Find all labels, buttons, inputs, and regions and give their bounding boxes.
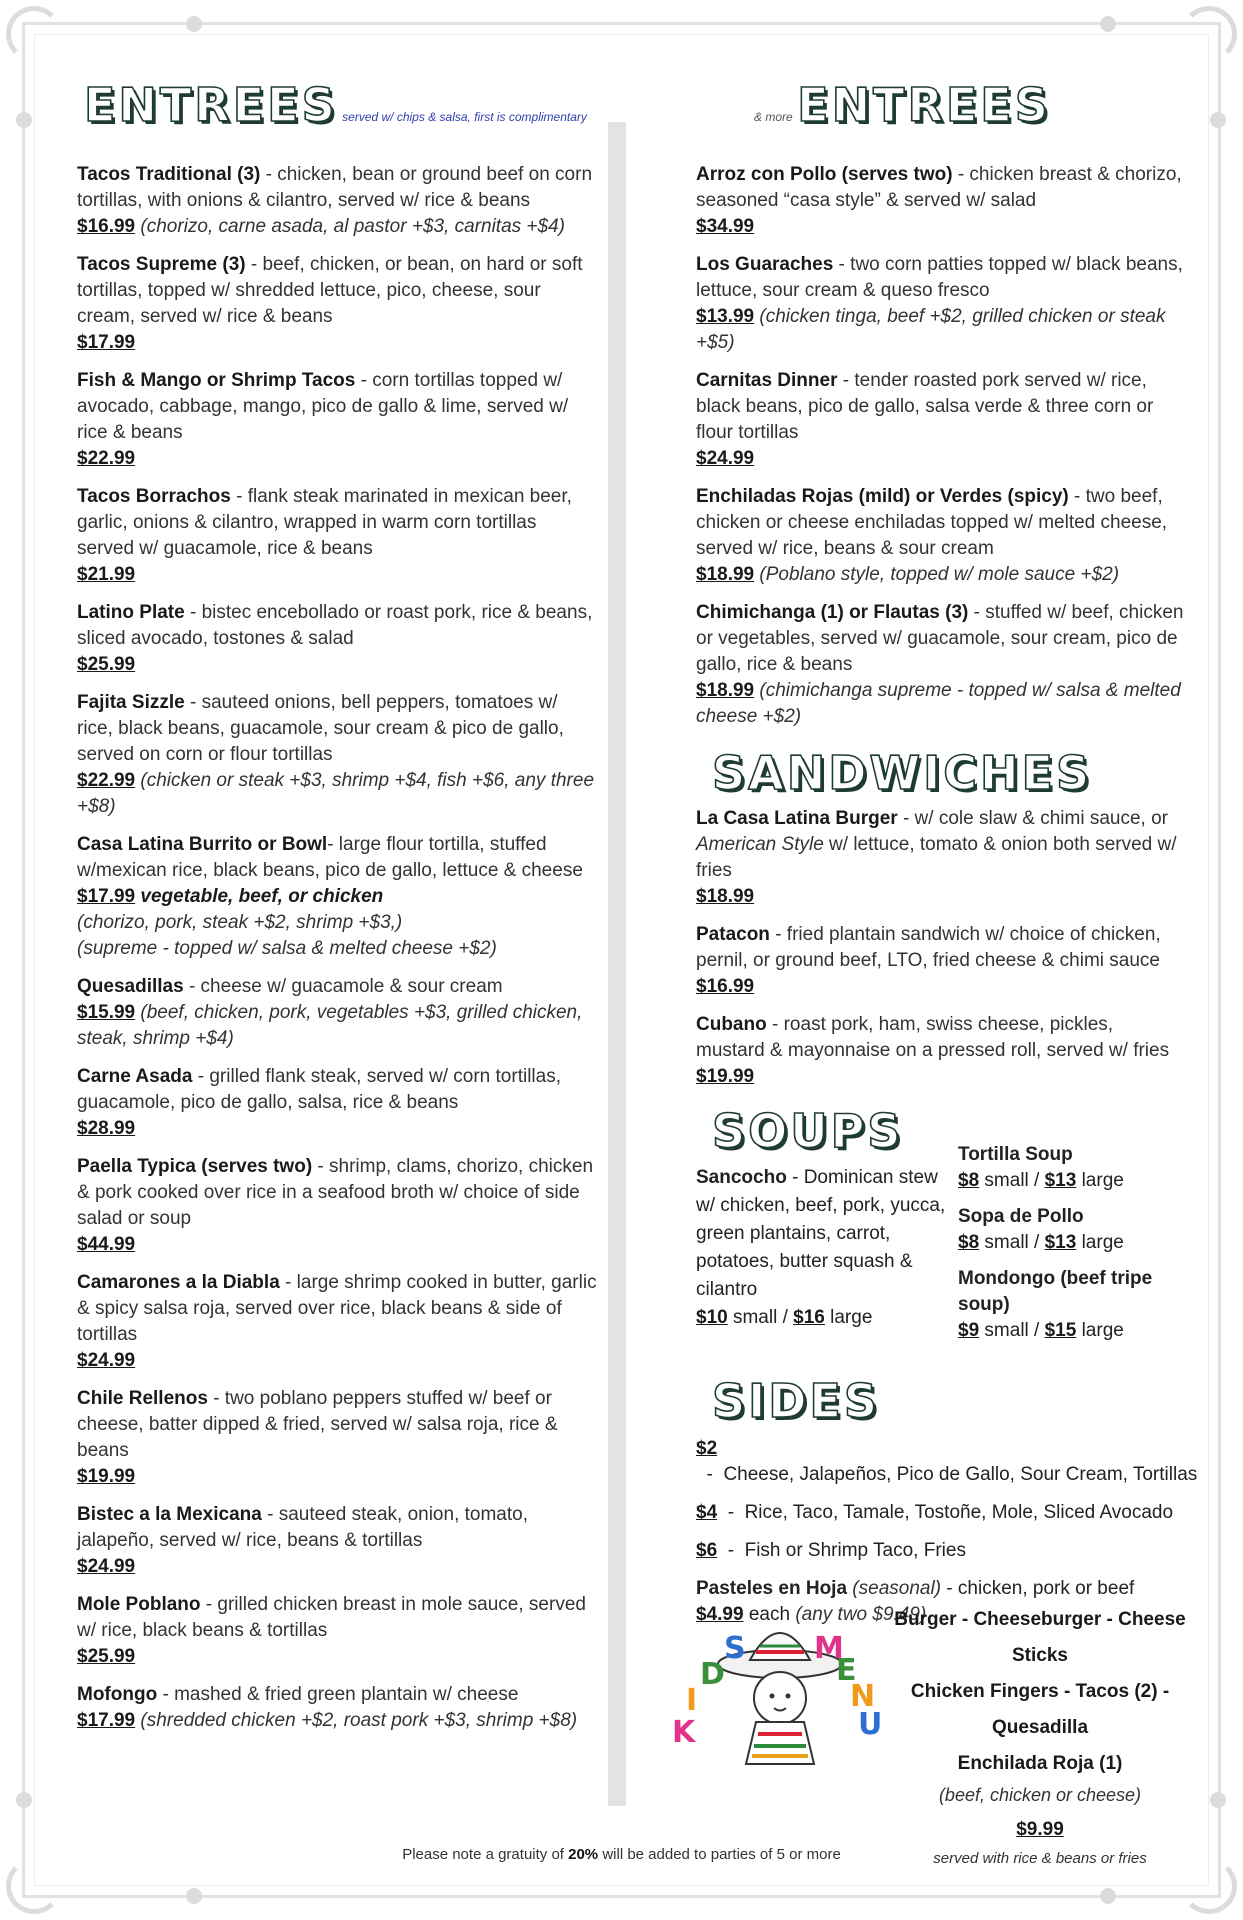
entrees-note: served w/ chips & salsa, first is complimentary [342,110,587,124]
more-prefix: & more [754,110,793,124]
soup-name: Tortilla Soup [958,1144,1073,1165]
item-name: Tacos Traditional (3) [77,164,261,185]
corner-ornament [6,1858,62,1914]
item-name: Arroz con Pollo (serves two) [696,164,953,185]
menu-item [77,1270,597,1374]
menu-item [77,1502,597,1580]
pasteles-note: (any two $9.49) [795,1604,927,1625]
side-row [696,1500,1186,1526]
item-style: American Style [696,834,824,855]
item-price: $17.99 [77,332,136,353]
kids-logo-letter: S [724,1631,746,1666]
soup-large-label: large [1076,1232,1124,1253]
soup-large-price: $15 [1044,1320,1077,1341]
left-column [77,162,597,1746]
frame-knob [186,1888,202,1904]
item-price: $25.99 [77,654,136,675]
kids-line1: Burger - Cheeseburger - Cheese Sticks [894,1609,1186,1666]
side-row [696,1538,1186,1564]
item-name: Patacon [696,924,770,945]
item-name: Cubano [696,1014,767,1035]
item-desc: - large flour tortilla, stuffed w/mexican rice, black beans, pico de gallo, lettuce & cheese [77,834,583,881]
item-desc: - sauteed onions, bell peppers, tomatoes w/ rice, black beans, guacamole, sour cream & pico de gallo, served on corn or flour tortillas [77,692,564,765]
item-desc: - bistec encebollado or roast pork, rice & beans, sliced avocado, tostones & salad [77,602,593,649]
pasteles-name: Pasteles en Hoja [696,1578,848,1599]
item-price: $18.99 [696,886,755,907]
item-desc: - chicken breast & chorizo, seasoned “casa style” & served w/ salad [696,164,1182,211]
kids-line3: Enchilada Roja (1) [957,1753,1123,1774]
more-entrees-list [696,162,1186,730]
frame-knob [1100,1888,1116,1904]
side-price: $6 [696,1540,718,1561]
menu-item [77,600,597,678]
sancocho-large-label: large [824,1307,873,1328]
soup-small-price: $9 [958,1320,980,1341]
item-price: $24.99 [77,1556,136,1577]
sides-title: SIDES [712,1374,880,1428]
frame-knob [16,1792,32,1808]
sides-section [696,1436,1198,1628]
item-desc: - corn tortillas topped w/ avocado, cabbage, mango, pico de gallo & lime, served w/ rice & beans [77,370,569,443]
item-desc: - grilled chicken breast in mole sauce, served w/ rice, black beans & tortillas [77,1594,586,1641]
item-price: $17.99 [77,1710,136,1731]
kids-served: served with rice & beans or fries [933,1850,1147,1867]
item-note: (chicken tinga, beef +$2, grilled chicken or steak +$5) [696,306,1166,353]
frame-knob [186,16,202,32]
item-price: $19.99 [77,1466,136,1487]
item-note: (supreme - topped w/ salsa & melted cheese +$2) [77,938,497,959]
left-header [84,80,587,130]
item-name: Carne Asada [77,1066,193,1087]
frame-knob [1210,1792,1226,1808]
item-price: $19.99 [696,1066,755,1087]
soup-large-label: large [1076,1320,1124,1341]
entrees-title: ENTREES [84,78,338,132]
menu-item [696,162,1186,240]
frame-knob [1100,16,1116,32]
item-note: (Poblano style, topped w/ mole sauce +$2) [754,564,1120,585]
menu-item [696,252,1186,356]
item-desc: - w/ cole slaw & chimi sauce, or [897,808,1168,829]
menu-item [77,1154,597,1258]
menu-item [696,600,1186,730]
menu-item [77,1592,597,1670]
sides-list [696,1436,1198,1564]
item-desc: - flank steak marinated in mexican beer, garlic, onions & cilantro, wrapped in warm corn tortillas served w/ guacamole, rice & beans [77,486,572,559]
sancocho-item [696,1164,946,1332]
menu-item [77,690,597,820]
sandwiches-list [696,806,1186,1090]
kids-price: $9.99 [1016,1819,1064,1840]
item-name: Chile Rellenos [77,1388,208,1409]
soup-large-label: large [1076,1170,1124,1191]
side-row [696,1436,1198,1488]
item-desc: - shrimp, clams, chorizo, chicken & pork cooked over rice in a seafood broth w/ choice of side salad or soup [77,1156,594,1229]
item-desc: - fried plantain sandwich w/ choice of chicken, pernil, or ground beef, LTO, fried cheese & chimi sauce [696,924,1161,971]
menu-item [77,252,597,356]
menu-item [77,1064,597,1142]
item-desc: - chicken, bean or ground beef on corn tortillas, with onions & cilantro, served w/ rice & beans [77,164,593,211]
pasteles-seasonal: (seasonal) [847,1578,942,1599]
menu-item [77,1682,597,1734]
item-price: $16.99 [696,976,755,997]
item-desc: w/ lettuce, tomato & onion both served w/ fries [696,834,1177,881]
side-items: - Cheese, Jalapeños, Pico de Gallo, Sour Cream, Tortillas [696,1464,1198,1485]
item-name: Bistec a la Mexicana [77,1504,262,1525]
kids-line4: (beef, chicken or cheese) [938,1785,1142,1805]
item-desc: - two poblano peppers stuffed w/ beef or cheese, batter dipped & fried, served w/ salsa roja, rice & beans [77,1388,558,1461]
item-desc: - stuffed w/ beef, chicken or vegetables, served w/ guacamole, sour cream, pico de gallo, rice & beans [696,602,1184,675]
item-price: $25.99 [77,1646,136,1667]
item-desc: - large shrimp cooked in butter, garlic & spicy salsa roja, served over rice, black beans & side of tortillas [77,1272,597,1345]
menu-item [77,484,597,588]
item-desc: - beef, chicken, or bean, on hard or soft tortillas, topped w/ shredded lettuce, pico, cheese, sour cream, served w/ rice & beans [77,254,583,327]
item-name: Paella Typica (serves two) [77,1156,313,1177]
item-price: $22.99 [77,448,136,469]
item-price: $24.99 [696,448,755,469]
menu-item [696,484,1186,588]
kids-line2: Chicken Fingers - Tacos (2) - Quesadilla [910,1681,1170,1738]
item-desc: - sauteed steak, onion, tomato, jalapeño, served w/ rice, beans & tortillas [77,1504,528,1551]
item-price: $44.99 [77,1234,136,1255]
menu-item [77,162,597,240]
corner-ornament [1181,6,1237,62]
item-note: (chimichanga supreme - topped w/ salsa & melted cheese +$2) [696,680,1181,727]
item-price: $15.99 [77,1002,136,1023]
gratuity-percent: 20% [568,1846,599,1863]
soup-small-label: small / [979,1170,1045,1191]
item-price: $18.99 [696,564,755,585]
item-name: Enchiladas Rojas (mild) or Verdes (spicy) [696,486,1069,507]
item-name: Mofongo [77,1684,158,1705]
menu-item [77,368,597,472]
sancocho-small-label: small / [727,1307,794,1328]
soup-name: Mondongo (beef tripe soup) [958,1268,1153,1315]
sandwich-item [696,1012,1186,1090]
item-price: $28.99 [77,1118,136,1139]
item-price: $16.99 [77,216,136,237]
item-name: Tacos Borrachos [77,486,231,507]
soup-item [958,1142,1198,1194]
item-name: Casa Latina Burrito or Bowl [77,834,328,855]
item-name: Carnitas Dinner [696,370,838,391]
soup-name: Sopa de Pollo [958,1206,1084,1227]
soup-item [958,1204,1198,1256]
gratuity-after: will be added to parties of 5 or more [598,1846,841,1863]
kids-logo-letter: E [836,1653,857,1688]
item-note: (chorizo, pork, steak +$2, shrimp +$3,) [77,912,403,933]
item-name: Chimichanga (1) or Flautas (3) [696,602,969,623]
soup-item [958,1266,1198,1344]
item-name: Camarones a la Diabla [77,1272,280,1293]
kids-logo-letter: I [686,1683,698,1718]
menu-item [77,974,597,1052]
column-divider [608,122,626,1806]
kids-logo-letter: K [672,1715,696,1750]
soups-section [696,1144,1186,1376]
soup-large-price: $13 [1044,1170,1077,1191]
menu-item [77,832,597,962]
item-price: $17.99 [77,886,136,907]
soups-title: SOUPS [712,1104,904,1158]
item-note: (shredded chicken +$2, roast pork +$3, shrimp +$8) [135,1710,578,1731]
item-desc: - grilled flank steak, served w/ corn tortillas, guacamole, pico de gallo, salsa, rice & beans [77,1066,561,1113]
item-note: (chorizo, carne asada, al pastor +$3, carnitas +$4) [135,216,565,237]
item-desc: - two corn patties topped w/ black beans, lettuce, sour cream & queso fresco [696,254,1183,301]
item-note: (beef, chicken, pork, vegetables +$3, grilled chicken, steak, shrimp +$4) [77,1002,583,1049]
item-name: La Casa Latina Burger [696,808,898,829]
soup-prices [958,1318,1198,1344]
item-name: Tacos Supreme (3) [77,254,246,275]
item-desc: - tender roasted pork served w/ rice, black beans, pico de gallo, salsa verde & three corn or flour tortillas [696,370,1154,443]
soups-other-list [958,1142,1198,1354]
kids-logo-letter: M [814,1631,844,1666]
item-price: $13.99 [696,306,755,327]
soup-small-price: $8 [958,1170,980,1191]
item-variant: vegetable, beef, or chicken [135,886,384,907]
gratuity-note [0,1846,1243,1863]
side-items: - Fish or Shrimp Taco, Fries [717,1540,966,1561]
item-desc: - cheese w/ guacamole & sour cream [183,976,503,997]
sancocho-name: Sancocho [696,1167,787,1188]
sancocho-desc: - Dominican stew w/ chicken, beef, pork, yucca, green plantains, carrot, potatoes, butter squash & cilantro [696,1167,946,1300]
side-price: $4 [696,1502,718,1523]
item-desc: - two beef, chicken or cheese enchiladas topped w/ melted cheese, served w/ rice, beans & sour cream [696,486,1168,559]
more-entrees-title: ENTREES [797,78,1051,132]
item-name: Mole Poblano [77,1594,201,1615]
item-name: Los Guaraches [696,254,834,275]
item-price: $21.99 [77,564,136,585]
item-price: $22.99 [77,770,136,791]
kids-logo-letter: D [700,1657,725,1692]
sandwich-item [696,922,1186,1000]
frame-knob [16,112,32,128]
soup-small-label: small / [979,1232,1045,1253]
kids-menu-text [890,1602,1190,1870]
soup-small-label: small / [979,1320,1045,1341]
kids-menu-logo [668,1602,890,1782]
right-column [696,162,1198,1640]
sandwiches-title: SANDWICHES [712,746,1093,800]
kids-logo-letter: U [858,1707,883,1742]
soup-prices [958,1168,1198,1194]
item-name: Quesadillas [77,976,184,997]
gratuity-before: Please note a gratuity of [402,1846,569,1863]
pasteles-price: $4.99 [696,1604,744,1625]
soup-prices [958,1230,1198,1256]
sancocho-large-price: $16 [793,1307,825,1328]
item-name: Latino Plate [77,602,185,623]
item-price: $24.99 [77,1350,136,1371]
menu-item [77,1386,597,1490]
item-price: $34.99 [696,216,755,237]
sancocho-small-price: $10 [696,1307,728,1328]
side-items: - Rice, Taco, Tamale, Tostoñe, Mole, Sliced Avocado [717,1502,1174,1523]
item-note: (chicken or steak +$3, shrimp +$4, fish +$6, any three +$8) [77,770,595,817]
menu-item [696,368,1186,472]
item-price: $18.99 [696,680,755,701]
item-name: Fish & Mango or Shrimp Tacos [77,370,356,391]
right-header [754,80,1051,130]
frame-knob [1210,112,1226,128]
corner-ornament [6,6,62,62]
item-desc: - mashed & fried green plantain w/ cheese [157,1684,519,1705]
item-name: Fajita Sizzle [77,692,185,713]
soup-large-price: $13 [1044,1232,1077,1253]
pasteles-desc: - chicken, pork or beef [941,1578,1135,1599]
kids-logo-letter: N [850,1679,876,1714]
soup-small-price: $8 [958,1232,980,1253]
side-price: $2 [696,1438,718,1459]
pasteles-each: each [743,1604,796,1625]
sandwich-item [696,806,1186,910]
item-desc: - roast pork, ham, swiss cheese, pickles, mustard & mayonnaise on a pressed roll, served w/ fries [696,1014,1170,1061]
